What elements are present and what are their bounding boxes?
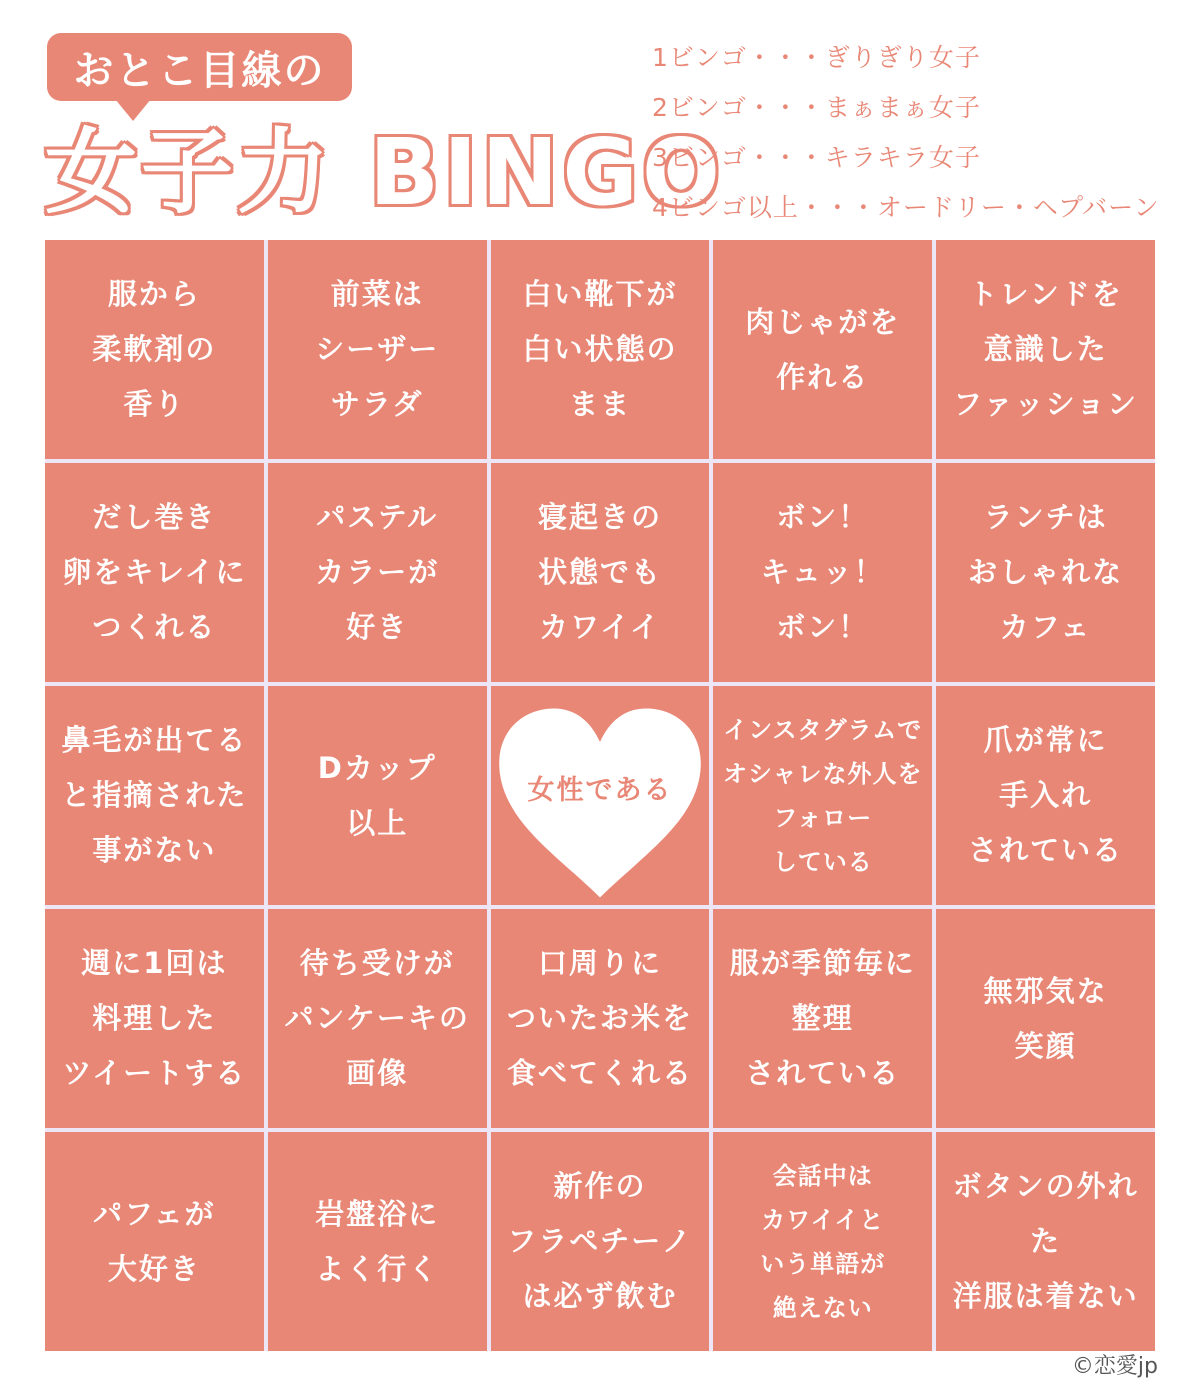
bingo-cell[interactable]: 無邪気な 笑顔	[936, 909, 1155, 1128]
free-space-label: 女性である	[527, 775, 673, 806]
free-space-cell[interactable]	[491, 686, 710, 905]
bingo-cell[interactable]: インスタグラムで オシャレな外人を フォロー している	[713, 686, 932, 905]
bingo-cell[interactable]: 鼻毛が出てる と指摘された 事がない	[45, 686, 264, 905]
legend-item: 4ビンゴ以上・・・オードリー・ヘプバーン	[652, 193, 1160, 222]
legend-item: 3ビンゴ・・・キラキラ女子	[652, 143, 981, 172]
bingo-cell[interactable]: 服が季節毎に 整理 されている	[713, 909, 932, 1128]
bingo-cell[interactable]: 白い靴下が 白い状態の まま	[491, 240, 710, 459]
bingo-cell[interactable]: ボタンの外れた 洋服は着ない	[936, 1132, 1155, 1351]
bingo-cell[interactable]: だし巻き 卵をキレイに つくれる	[45, 463, 264, 682]
bingo-cell[interactable]: 岩盤浴に よく行く	[268, 1132, 487, 1351]
bingo-cell[interactable]: ボン！ キュッ！ ボン！	[713, 463, 932, 682]
bingo-cell[interactable]: 肉じゃがを 作れる	[713, 240, 932, 459]
legend-item: 1ビンゴ・・・ぎりぎり女子	[652, 43, 981, 72]
bingo-legend	[652, 38, 1172, 238]
bingo-cell[interactable]: パフェが 大好き	[45, 1132, 264, 1351]
bingo-cell[interactable]: 服から 柔軟剤の 香り	[45, 240, 264, 459]
legend-item: 2ビンゴ・・・まぁまぁ女子	[652, 93, 981, 122]
bingo-cell[interactable]: 爪が常に 手入れ されている	[936, 686, 1155, 905]
page-title: 女子力 BINGO	[45, 119, 725, 226]
bingo-cell[interactable]: Dカップ 以上	[268, 686, 487, 905]
subtitle-text: おとこ目線の	[73, 47, 326, 94]
bingo-cell[interactable]: 口周りに ついたお米を 食べてくれる	[491, 909, 710, 1128]
bingo-cell[interactable]: パステル カラーが 好き	[268, 463, 487, 682]
bingo-cell[interactable]: 待ち受けが パンケーキの 画像	[268, 909, 487, 1128]
bingo-cell[interactable]: トレンドを 意識した ファッション	[936, 240, 1155, 459]
bingo-cell[interactable]: 週に1回は 料理した ツイートする	[45, 909, 264, 1128]
bingo-cell[interactable]: 会話中は カワイイと いう単語が 絶えない	[713, 1132, 932, 1351]
bingo-cell[interactable]: 寝起きの 状態でも カワイイ	[491, 463, 710, 682]
bingo-cell[interactable]: 新作の フラペチーノ は必ず飲む	[491, 1132, 710, 1351]
bingo-grid	[45, 240, 1155, 1351]
bingo-cell[interactable]: 前菜は シーザー サラダ	[268, 240, 487, 459]
subtitle-badge	[47, 33, 352, 101]
copyright-text: ©恋愛jp	[1071, 1354, 1158, 1379]
bingo-cell[interactable]: ランチは おしゃれな カフェ	[936, 463, 1155, 682]
